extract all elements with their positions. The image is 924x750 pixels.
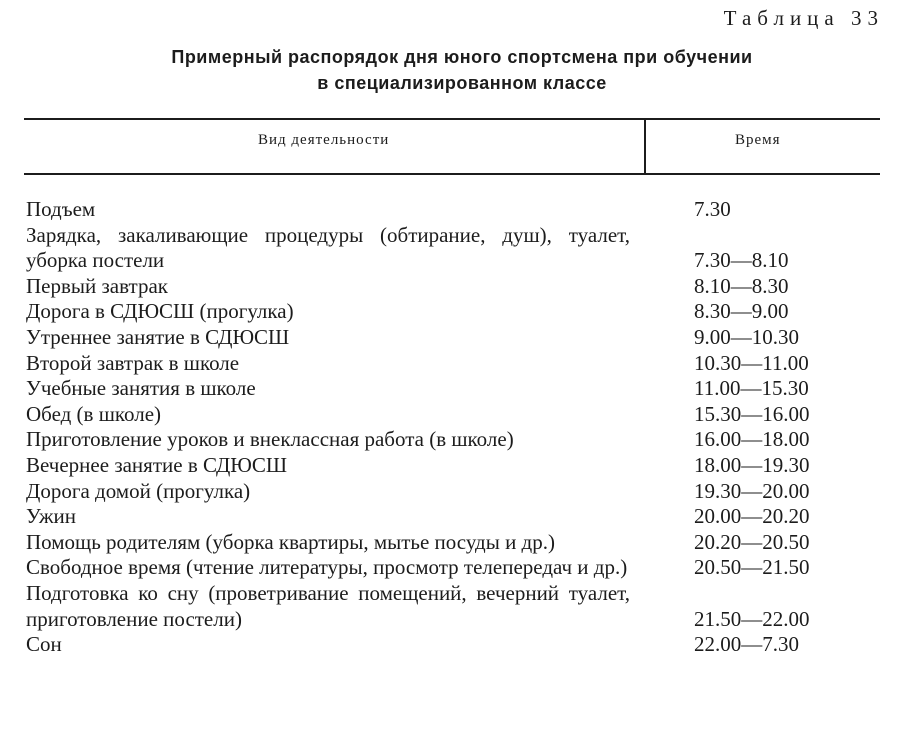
table-row (26, 581, 886, 632)
table-row (26, 223, 886, 274)
activity-cell: Ужин (26, 504, 77, 529)
activity-cell: Подъем (26, 197, 96, 221)
table-row (26, 299, 886, 325)
activity-cell: Утреннее занятие в СДЮСШ (26, 324, 290, 349)
time-cell: 8.30—9.00 (694, 299, 789, 324)
time-cell: 20.50—21.50 (694, 555, 810, 580)
time-cell: 19.30—20.00 (694, 478, 810, 503)
table-row (26, 453, 886, 479)
activity-cell: Приготовление уроков и внеклассная работа (в школе) (26, 427, 514, 452)
table-row (26, 402, 886, 428)
table-title (40, 44, 884, 96)
time-cell: 18.00—19.30 (694, 452, 810, 477)
table-row (26, 351, 886, 377)
table-row (26, 530, 886, 556)
header-column-separator (644, 120, 646, 173)
table-title-line-1: Примерный распорядок дня юного спортсмена при обучении (171, 47, 753, 67)
activity-cell: Обед (в школе) (26, 401, 162, 426)
time-cell: 22.00—7.30 (694, 632, 799, 657)
activity-cell: Дорога в СДЮСШ (прогулка) (26, 299, 294, 324)
table-top-rule (24, 118, 880, 120)
table-row (26, 427, 886, 453)
time-cell: 20.00—20.20 (694, 504, 810, 529)
time-cell: 20.20—20.50 (694, 529, 810, 554)
table-row (26, 274, 886, 300)
activity-cell: Дорога домой (прогулка) (26, 478, 251, 503)
activity-cell: Помощь родителям (уборка квартиры, мытье посуды и др.) (26, 529, 555, 554)
table-row (26, 555, 886, 581)
time-cell: 11.00—15.30 (694, 376, 809, 401)
time-cell: 10.30—11.00 (694, 350, 809, 375)
table-row (26, 325, 886, 351)
activity-cell: Второй завтрак в школе (26, 350, 240, 375)
table-row (26, 197, 886, 223)
header-activity: Вид деятельности (258, 132, 390, 148)
activity-cell: Учебные занятия в школе (26, 376, 256, 401)
activity-cell: Подготовка ко сну (проветривание помещений, вечерний туалет, приготовление постели) (26, 580, 630, 631)
table-number-label: Таблица 33 (723, 6, 884, 30)
time-cell: 15.30—16.00 (694, 401, 810, 426)
activity-cell: Свободное время (чтение литературы, просмотр телепередач и др.) (26, 555, 628, 580)
table-row (26, 376, 886, 402)
time-cell: 7.30—8.10 (694, 248, 789, 273)
activity-cell: Первый завтрак (26, 273, 168, 298)
activity-cell: Вечернее занятие в СДЮСШ (26, 452, 288, 477)
table-title-line-2: в специализированном классе (317, 73, 607, 93)
time-cell: 21.50—22.00 (694, 606, 810, 631)
table-row (26, 504, 886, 530)
time-cell: 8.10—8.30 (694, 273, 789, 298)
table-row (26, 479, 886, 505)
time-cell: 16.00—18.00 (694, 427, 810, 452)
table-row (26, 632, 886, 658)
time-cell: 7.30 (694, 197, 731, 221)
activity-cell: Сон (26, 632, 62, 657)
schedule-table-body (26, 197, 886, 658)
header-time: Время (735, 132, 781, 148)
header-bottom-rule (24, 173, 880, 175)
time-cell: 9.00—10.30 (694, 324, 799, 349)
activity-cell: Зарядка, закаливающие процедуры (обтирание, душ), туалет, уборка постели (26, 222, 630, 273)
